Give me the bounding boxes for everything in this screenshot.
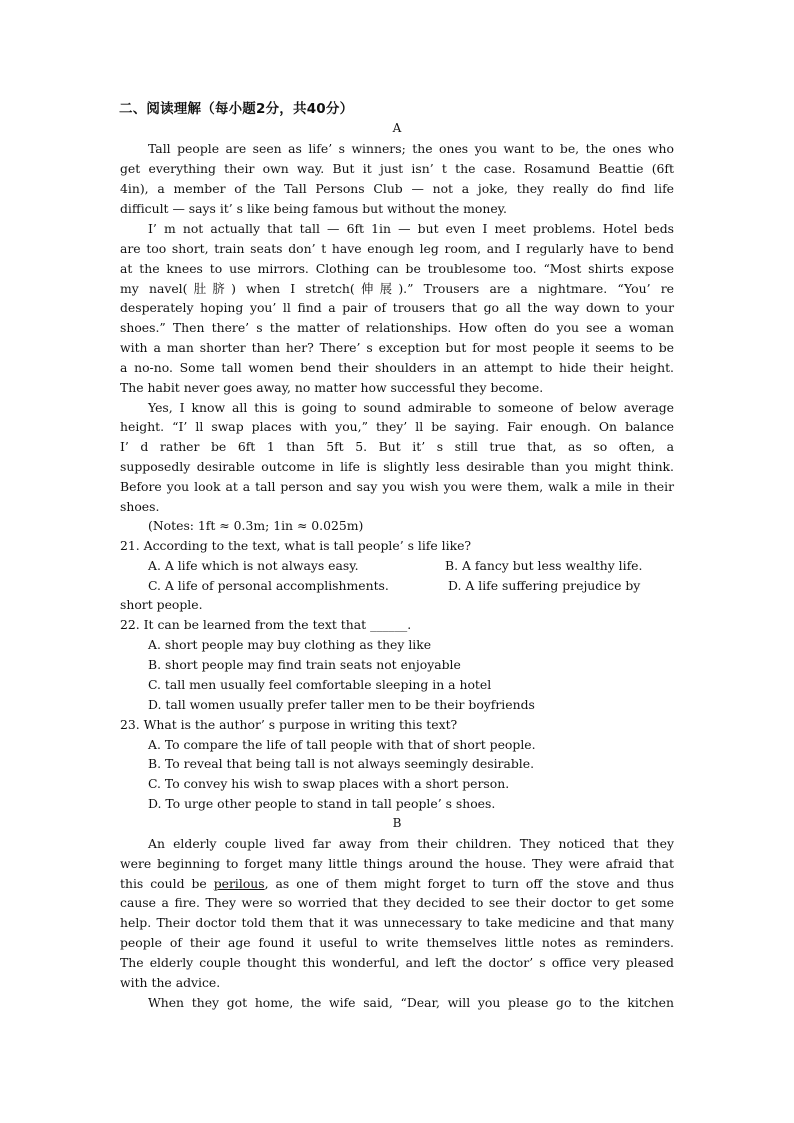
passage-a-line: a no-no. Some tall women bend their shoulders in an attempt to hide their height. (120, 360, 674, 375)
passage-a-line: shoes. (120, 499, 160, 514)
question-22-option-b: B. short people may find train seats not enjoyable (148, 657, 461, 672)
question-23-option-a: A. To compare the life of tall people with that of short people. (148, 737, 536, 752)
passage-a-line: shoes.” Then there’ s the matter of relationships. How often do you see a woman (120, 320, 674, 335)
passage-a-line: Tall people are seen as life’ s winners; the ones you want to be, the ones who (148, 141, 674, 156)
underlined-word: perilous (213, 876, 265, 891)
passage-a-line: at the knees to use mirrors. Clothing can be troublesome too. “Most shirts expose (120, 261, 674, 276)
passage-a-line: height. “I’ ll swap places with you,” they’ ll be saying. Fair enough. On balance (120, 419, 674, 434)
passage-a-line: Before you look at a tall person and say you wish you were them, walk a mile in their (120, 479, 674, 494)
passage-a-line: are too short, train seats don’ t have enough leg room, and I regularly have to bend (120, 241, 674, 256)
passage-a-line: difficult — says it’ s like being famous but without the money. (120, 201, 507, 216)
passage-b-line: with the advice. (120, 975, 221, 990)
question-21-options-row-2 (148, 578, 674, 593)
question-21-option-c: C. A life of personal accomplishments. (148, 578, 389, 593)
question-23-option-b: B. To reveal that being tall is not always seemingly desirable. (148, 756, 535, 771)
question-21-option-d-continued: short people. (120, 597, 203, 612)
passage-b-line: The elderly couple thought this wonderful, and left the doctor’ s office very pleased (120, 955, 674, 970)
section-title: 二、阅读理解（每小题2分，共40分） (119, 101, 354, 117)
passage-b-line: people of their age found it useful to write themselves little notes as reminders. (120, 935, 674, 950)
passage-b-line: were beginning to forget many little things around the house. They were afraid that (120, 856, 674, 871)
passage-b-line (120, 876, 674, 892)
question-23-stem: 23. What is the author’ s purpose in writing this text? (120, 717, 458, 732)
passage-b-line: cause a fire. They were so worried that they decided to see their doctor to get some (120, 895, 674, 910)
question-21-option-d: D. A life suffering prejudice by (448, 578, 641, 593)
question-22-option-c: C. tall men usually feel comfortable sleeping in a hotel (148, 677, 492, 692)
question-22-option-d: D. tall women usually prefer taller men to be their boyfriends (148, 697, 535, 712)
passage-a-line: I’ d rather be 6ft 1 than 5ft 5. But it’ s still true that, as so often, a (120, 439, 674, 454)
passage-a-line: The habit never goes away, no matter how successful they become. (120, 380, 544, 395)
passage-a-line: 4in), a member of the Tall Persons Club — not a joke, they really do find life (120, 181, 674, 196)
question-22-option-a: A. short people may buy clothing as they like (148, 637, 432, 652)
passage-a-line: desperately hoping you’ ll find a pair of trousers that go all the way down to your (120, 300, 674, 315)
passage-a-line: supposedly desirable outcome in life is slightly less desirable than you might think. (120, 459, 674, 474)
question-22-stem: 22. It can be learned from the text that ______. (120, 617, 412, 632)
question-23-option-d: D. To urge other people to stand in tall people’ s shoes. (148, 796, 496, 811)
question-21-options-row-1 (148, 558, 674, 573)
passage-a-line: I’ m not actually that tall — 6ft 1in — but even I meet problems. Hotel beds (148, 221, 674, 236)
passage-b-text: this could be (120, 876, 214, 891)
question-21-option-a: A. A life which is not always easy. (148, 558, 359, 573)
question-23-option-c: C. To convey his wish to swap places with a short person. (148, 776, 510, 791)
passage-a-line: Yes, I know all this is going to sound admirable to someone of below average (148, 400, 674, 415)
passage-a-line: with a man shorter than her? There’ s exception but for most people it seems to be (120, 340, 674, 355)
passage-b-letter: B (392, 816, 402, 830)
question-21-stem: 21. According to the text, what is tall people’ s life like? (120, 538, 472, 553)
passage-b-line: An elderly couple lived far away from their children. They noticed that they (148, 836, 674, 851)
question-21-option-b: B. A fancy but less wealthy life. (445, 558, 643, 573)
passage-a-line: my navel(肚脐) when I stretch(伸展).” Trousers are a nightmare. “You’ re (120, 281, 674, 296)
passage-a-letter: A (392, 121, 402, 135)
passage-b-line: When they got home, the wife said, “Dear, will you please go to the kitchen (148, 995, 674, 1010)
passage-a-notes: (Notes: 1ft ≈ 0.3m; 1in ≈ 0.025m) (148, 518, 364, 533)
passage-b-text: , as one of them might forget to turn off the stove and thus (264, 876, 674, 891)
passage-b-line: help. Their doctor told them that it was unnecessary to take medicine and that many (120, 915, 674, 930)
passage-a-line: get everything their own way. But it just isn’ t the case. Rosamund Beattie (6ft (120, 161, 674, 176)
